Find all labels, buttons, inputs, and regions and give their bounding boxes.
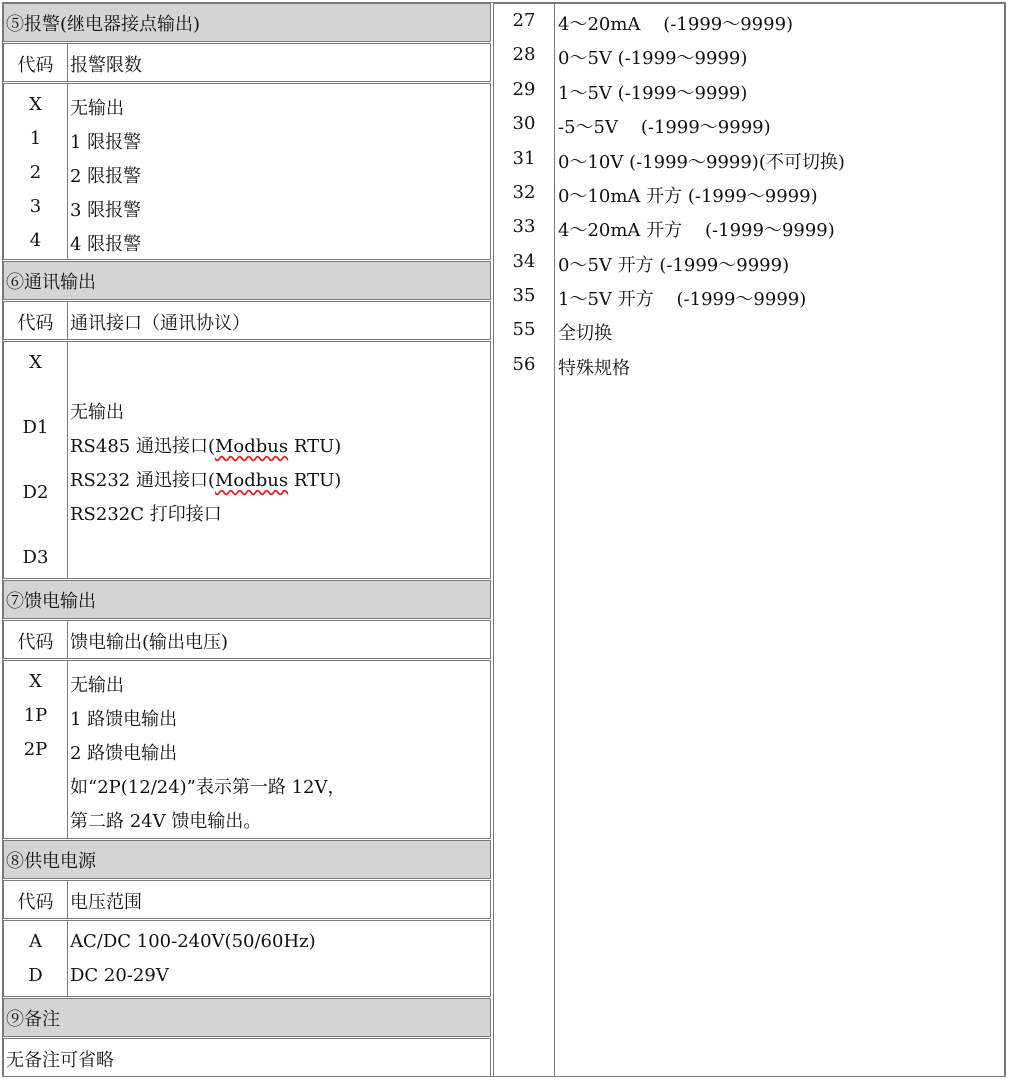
- alarm-desc-4: 4 限报警: [70, 234, 142, 255]
- remark-text: 无备注可省略: [6, 1050, 114, 1071]
- left-column: [3, 3, 491, 1077]
- input-desc-30: -5～5V (-1999～9999): [558, 117, 771, 138]
- power-section-title: ⑧供电电源: [6, 851, 96, 872]
- input-code-27: 27: [512, 10, 536, 31]
- input-desc-55: 全切换: [558, 323, 612, 344]
- remark-section-title: ⑨备注: [6, 1009, 60, 1030]
- feed-note-line-2: 第二路 24V 馈电输出。: [70, 811, 262, 832]
- comm-desc-rs485: RS485 通迅接口(Modbus RTU): [70, 436, 342, 457]
- alarm-desc-header: 报警限数: [70, 55, 142, 76]
- alarm-code-header: 代码: [17, 55, 54, 76]
- input-desc-34: 0～5V 开方 (-1999～9999): [558, 255, 790, 276]
- feed-desc-1p: 1 路馈电输出: [70, 709, 178, 730]
- input-desc-27: 4～20mA (-1999～9999): [558, 14, 794, 35]
- comm-header-row: [3, 301, 491, 340]
- feed-code-2p: 2P: [23, 739, 48, 760]
- feed-code-x: X: [29, 671, 42, 692]
- input-code-31: 31: [512, 148, 536, 169]
- input-desc-28: 0～5V (-1999～9999): [558, 48, 748, 69]
- alarm-desc-3: 3 限报警: [70, 200, 142, 221]
- feed-code-header: 代码: [17, 632, 54, 653]
- remark-section-header: [3, 998, 491, 1037]
- input-code-33: 33: [512, 216, 536, 237]
- alarm-desc-2: 2 限报警: [70, 166, 142, 187]
- input-desc-33: 4～20mA 开方 (-1999～9999): [558, 220, 835, 241]
- remark-row: [3, 1038, 491, 1077]
- feed-header-row: [3, 620, 491, 659]
- feed-desc-header: 馈电输出(输出电压): [70, 632, 229, 653]
- input-desc-56: 特殊规格: [558, 358, 630, 379]
- power-code-d: D: [28, 965, 43, 986]
- alarm-code-4: 4: [29, 230, 42, 251]
- comm-code-d1: D1: [22, 417, 49, 438]
- comm-section-header: [3, 261, 491, 300]
- power-desc-d: DC 20-29V: [70, 965, 169, 986]
- input-code-56: 56: [512, 354, 536, 375]
- comm-desc-none: 无输出: [70, 402, 124, 423]
- input-type-table: [493, 3, 1005, 1077]
- power-code-header: 代码: [17, 892, 54, 913]
- comm-desc-rs232c: RS232C 打印接口: [70, 504, 222, 525]
- alarm-code-2: 2: [29, 162, 42, 183]
- alarm-desc-1: 1 限报警: [70, 132, 142, 153]
- comm-desc-rs232: RS232 通迅接口(Modbus RTU): [70, 470, 342, 491]
- comm-items-row: [3, 341, 491, 579]
- input-code-30: 30: [512, 113, 536, 134]
- feed-desc-x: 无输出: [70, 675, 124, 696]
- feed-desc-2p: 2 路馈电输出: [70, 743, 178, 764]
- input-code-55: 55: [512, 319, 536, 340]
- alarm-header-row: [3, 43, 491, 82]
- feed-code-1p: 1P: [23, 705, 48, 726]
- power-desc-header: 电压范围: [70, 892, 142, 913]
- comm-desc-header: 通讯接口（通讯协议）: [70, 313, 250, 334]
- input-code-32: 32: [512, 182, 536, 203]
- feed-items-row: [3, 660, 491, 839]
- comm-section-title: ⑥通讯输出: [6, 272, 96, 293]
- power-desc-a: AC/DC 100-240V(50/60Hz): [70, 931, 316, 952]
- comm-code-header: 代码: [17, 313, 54, 334]
- feed-section-header: [3, 580, 491, 619]
- input-code-28: 28: [512, 44, 536, 65]
- input-desc-31: 0～10V (-1999～9999)(不可切换): [558, 152, 845, 173]
- power-section-header: [3, 840, 491, 879]
- comm-code-x: X: [29, 352, 42, 373]
- comm-code-d2: D2: [22, 482, 49, 503]
- input-desc-32: 0～10mA 开方 (-1999～9999): [558, 186, 818, 207]
- alarm-code-1: 1: [29, 128, 42, 149]
- alarm-desc-x: 无输出: [70, 98, 124, 119]
- power-code-a: A: [29, 931, 42, 952]
- input-code-34: 34: [512, 251, 536, 272]
- alarm-code-x: X: [29, 94, 42, 115]
- alarm-items-row: [3, 83, 491, 260]
- power-items-row: [3, 920, 491, 997]
- feed-section-title: ⑦馈电输出: [6, 591, 96, 612]
- feed-note-line-1: 如“2P(12/24)”表示第一路 12V，: [70, 777, 346, 798]
- alarm-section-header: [3, 3, 491, 42]
- alarm-section-title: ⑤报警(继电器接点输出): [6, 14, 201, 35]
- input-code-35: 35: [512, 285, 536, 306]
- comm-code-d3: D3: [22, 547, 49, 568]
- input-desc-29: 1～5V (-1999～9999): [558, 83, 748, 104]
- power-header-row: [3, 880, 491, 919]
- input-code-29: 29: [512, 79, 536, 100]
- alarm-code-3: 3: [29, 196, 42, 217]
- input-desc-35: 1～5V 开方 (-1999～9999): [558, 289, 807, 310]
